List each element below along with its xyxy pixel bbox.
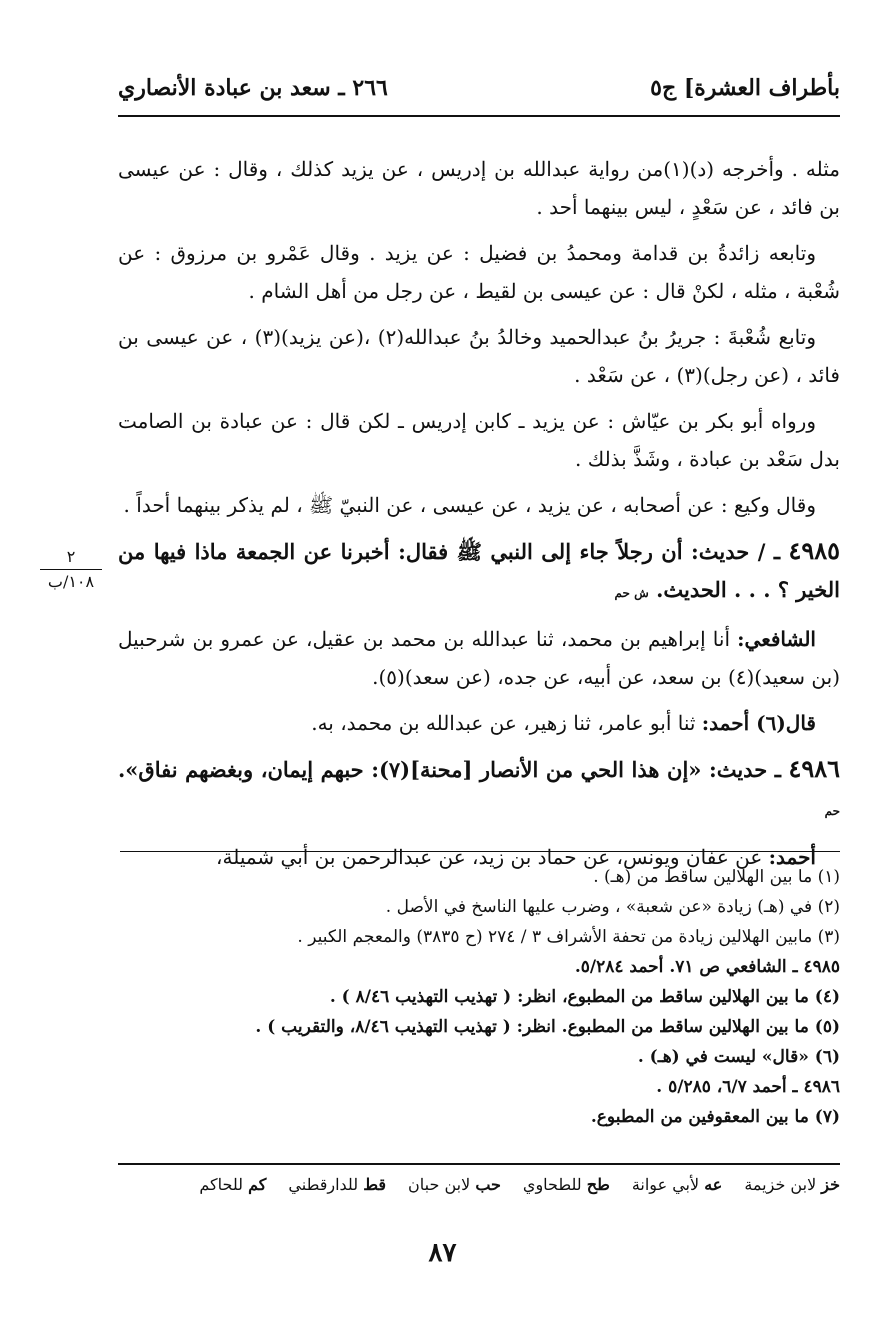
legend-name: لأبي عوانة [631, 1175, 700, 1194]
legend-name: للحاكم [199, 1175, 244, 1194]
footnote: (٢) في (هـ) زيادة «عن شعبة» ، وضرب عليها الناسخ في الأصل . [385, 897, 840, 917]
hadith-4986 [118, 750, 840, 830]
isnad-shafii [118, 620, 840, 696]
isnad-text: عن عفان ويونس، عن حماد بن زيد، عن عبدالرحمن بن أبي شميلة، [216, 845, 769, 869]
legend-item [523, 1175, 610, 1194]
legend-divider [118, 1163, 840, 1165]
legend-abbr: طح [586, 1175, 610, 1194]
footnote: (٤) ما بين الهلالين ساقط من المطبوع، انظر: ( تهذيب التهذيب ٨/٤٦ ) . [329, 987, 840, 1007]
legend-item [199, 1175, 266, 1194]
legend-abbr: عه [704, 1175, 723, 1194]
running-header [118, 68, 840, 108]
folio-top: ٢ [66, 547, 76, 566]
isnad-qal [118, 704, 840, 742]
footnotes [118, 862, 840, 1132]
paragraph: مثله . وأخرجه (د)(١)من رواية عبدالله بن إدريس ، عن يزيد كذلك ، وقال : عن عيسى بن فائد ، عن سَعْدٍ ، ليس بينهما أحد . [118, 157, 840, 219]
paragraph: وتابع شُعْبةَ : جريرُ بنُ عبدالحميد وخالدُ بنُ عبدالله(٢) ،(عن يزيد)(٣) ، عن عيسى بن فائد ، (عن رجل)(٣) ، عن سَعْد . [118, 325, 840, 387]
source-symbols: ش حم [614, 586, 649, 600]
folio-divider [40, 569, 102, 570]
legend-item [632, 1175, 723, 1194]
main-text [118, 150, 840, 884]
footnote: (١) ما بين الهلالين ساقط من (هـ) . [593, 867, 840, 887]
source-label: أحمد: [768, 845, 816, 869]
footnote-divider [120, 851, 840, 852]
hadith-text: ـ / حديث: أن رجلاً جاء إلى النبي ﷺ فقال: أخبرنا عن الجمعة ماذا فيها من الخير ؟ . . . الحديث. [118, 539, 840, 602]
legend-name: للدارقطني [288, 1175, 359, 1194]
legend-abbr: حب [475, 1175, 501, 1194]
abbreviation-legend [118, 1175, 840, 1194]
source-label: قال(٦) أحمد: [701, 711, 816, 735]
footnote: (٦) «قال» ليست في (هـ) . [637, 1047, 840, 1067]
legend-item [744, 1175, 840, 1194]
paragraph: وقال وكيع : عن أصحابه ، عن يزيد ، عن عيسى ، عن النبيّ ﷺ ، لم يذكر بينهما أحداً . [123, 493, 816, 517]
footnote: (٥) ما بين الهلالين ساقط من المطبوع. انظر: ( تهذيب التهذيب ٨/٤٦، والتقريب ) . [255, 1017, 840, 1037]
footnote: (٧) ما بين المعقوفين من المطبوع. [590, 1107, 840, 1127]
legend-item [408, 1175, 501, 1194]
header-section-title: ٢٦٦ ـ سعد بن عبادة الأنصاري [118, 75, 388, 101]
legend-item [288, 1175, 386, 1194]
header-divider [118, 115, 840, 117]
legend-name: للطحاوي [522, 1175, 582, 1194]
legend-abbr: خز [821, 1175, 840, 1194]
hadith-4985 [118, 532, 840, 612]
legend-name: لابن خزيمة [744, 1175, 817, 1194]
footnote: ٤٩٨٥ ـ الشافعي ص ٧١. أحمد ٥/٢٨٤. [574, 957, 840, 977]
footnote: (٣) مابين الهلالين زيادة من تحفة الأشراف ٣ / ٢٧٤ (ح ٣٨٣٥) والمعجم الكبير . [297, 927, 840, 947]
paragraph: ورواه أبو بكر بن عيّاش : عن يزيد ـ كابن إدريس ـ لكن قال : عن عبادة بن الصامت بدل سَعْد بن عبادة ، وشَذَّ بذلك . [118, 409, 840, 471]
page-number: ٨٧ [428, 1238, 457, 1268]
source-symbols: حم [824, 804, 840, 818]
manuscript-folio-note [40, 548, 102, 591]
hadith-number: ٤٩٨٦ [788, 754, 840, 783]
legend-name: لابن حبان [408, 1175, 471, 1194]
hadith-number: ٤٩٨٥ [788, 536, 840, 565]
folio-bottom: ١٠٨/ب [47, 572, 95, 591]
isnad-text: ثنا أبو عامر، ثنا زهير، عن عبدالله بن محمد، به. [311, 711, 702, 735]
hadith-text: ـ حديث: «إن هذا الحي من الأنصار [محنة](٧): حبهم إيمان، وبغضهم نفاق». [118, 757, 789, 782]
header-book-title: بأطراف العشرة] ج٥ [650, 75, 840, 101]
paragraph: وتابعه زائدةُ بن قدامة ومحمدُ بن فضيل : عن يزيد . وقال عَمْرو بن مرزوق : عن شُعْبة ، مثله ، لكنْ قال : عن عيسى بن لقيط ، عن رجل من أهل الشام . [118, 241, 840, 303]
legend-abbr: كم [248, 1175, 267, 1194]
source-label: الشافعي: [737, 627, 816, 651]
legend-abbr: قط [363, 1175, 387, 1194]
isnad-text: أنا إبراهيم بن محمد، ثنا عبدالله بن محمد بن عقيل، عن عمرو بن شرحبيل (بن سعيد)(٤) بن سعد، عن أبيه، عن جده، (عن سعد)(٥). [118, 627, 840, 689]
footnote: ٤٩٨٦ ـ أحمد ٦/٧، ٥/٢٨٥ . [656, 1077, 840, 1097]
